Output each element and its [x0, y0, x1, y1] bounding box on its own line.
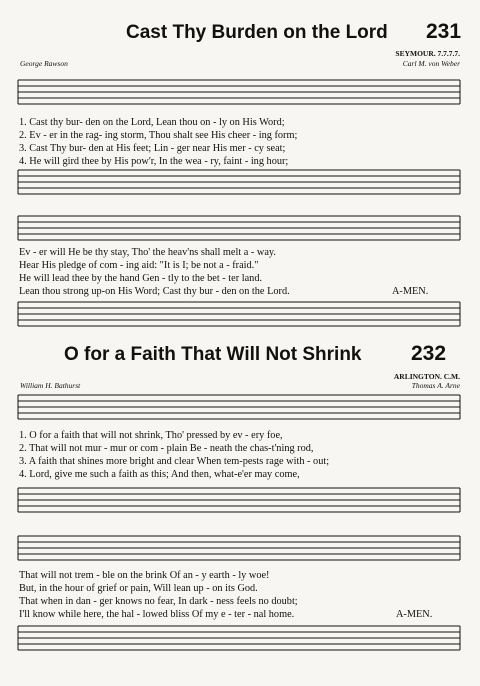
hymn-232-number: 232 [411, 342, 447, 365]
hymn-232-title: O for a Faith That Will Not Shrink [64, 344, 362, 365]
hymn-231-verse-2: 2. Ev - er in the rag- ing storm, Thou shalt see His cheer - ing form; [19, 130, 298, 141]
hymn-232-amen: A-MEN. [396, 609, 433, 620]
hymn-232-composer: Thomas A. Arne [411, 381, 460, 390]
hymn-231-refrain-2: Hear His pledge of com - ing aid: "It is I; be not a - fraid." [19, 260, 259, 271]
hymn-231-refrain-1: Ev - er will He be thy stay, Tho' the heav'ns shall melt a - way. [19, 247, 276, 258]
hymn-232-refrain-3: That when in dan - ger knows no fear, In dark - ness feels no doubt; [19, 596, 298, 607]
treble-staff [0, 208, 480, 248]
hymn-232-verse-3: 3. A faith that shines more bright and clear When tem-pests rage with - out; [19, 456, 330, 467]
hymn-231-verse-4: 4. He will gird thee by His pow'r, In the wea - ry, faint - ing hour; [19, 156, 289, 167]
bass-staff [0, 484, 480, 524]
bass-staff [0, 166, 480, 206]
hymn-231-refrain-4: Lean thou strong up-on His Word; Cast thy bur - den on the Lord. [19, 286, 290, 297]
hymn-231-verse-3: 3. Cast Thy bur- den at His feet; Lin - ger near His mer - cy seat; [19, 143, 286, 154]
hymn-231-number: 231 [426, 20, 462, 43]
hymn-231-tune: SEYMOUR. 7.7.7.7. [395, 49, 460, 58]
hymn-232-tune: ARLINGTON. C.M. [393, 372, 460, 381]
hymn-231-author: George Rawson [20, 59, 68, 68]
hymn-231-verse-1: 1. Cast thy bur- den on the Lord, Lean thou on - ly on His Word; [19, 117, 285, 128]
treble-staff [0, 389, 480, 429]
hymn-232-refrain-4: I'll know while here, the hal - lowed bliss Of my e - ter - nal home. [19, 609, 295, 620]
hymn-231-title: Cast Thy Burden on the Lord [126, 22, 388, 43]
treble-staff [0, 530, 480, 570]
hymn-232-refrain-1: That will not trem - ble on the brink Of an - y earth - ly woe! [19, 570, 270, 581]
hymn-231-refrain-3: He will lead thee by the hand Gen - tly to the bet - ter land. [19, 273, 263, 284]
hymn-232-refrain-2: But, in the hour of grief or pain, Will lean up - on its God. [19, 583, 258, 594]
bass-staff [0, 622, 480, 662]
hymn-232-verse-4: 4. Lord, give me such a faith as this; And then, what-e'er may come, [19, 469, 300, 480]
hymn-231-composer: Carl M. von Weber [402, 59, 460, 68]
hymn-232-verse-2: 2. That will not mur - mur or com - plain Be - neath the chas-t'ning rod, [19, 443, 314, 454]
hymn-231-amen: A-MEN. [392, 286, 429, 297]
hymn-232-verse-1: 1. O for a faith that will not shrink, Tho' pressed by ev - ery foe, [19, 430, 283, 441]
bass-staff [0, 298, 480, 338]
hymn-232-author: William H. Bathurst [20, 381, 81, 390]
